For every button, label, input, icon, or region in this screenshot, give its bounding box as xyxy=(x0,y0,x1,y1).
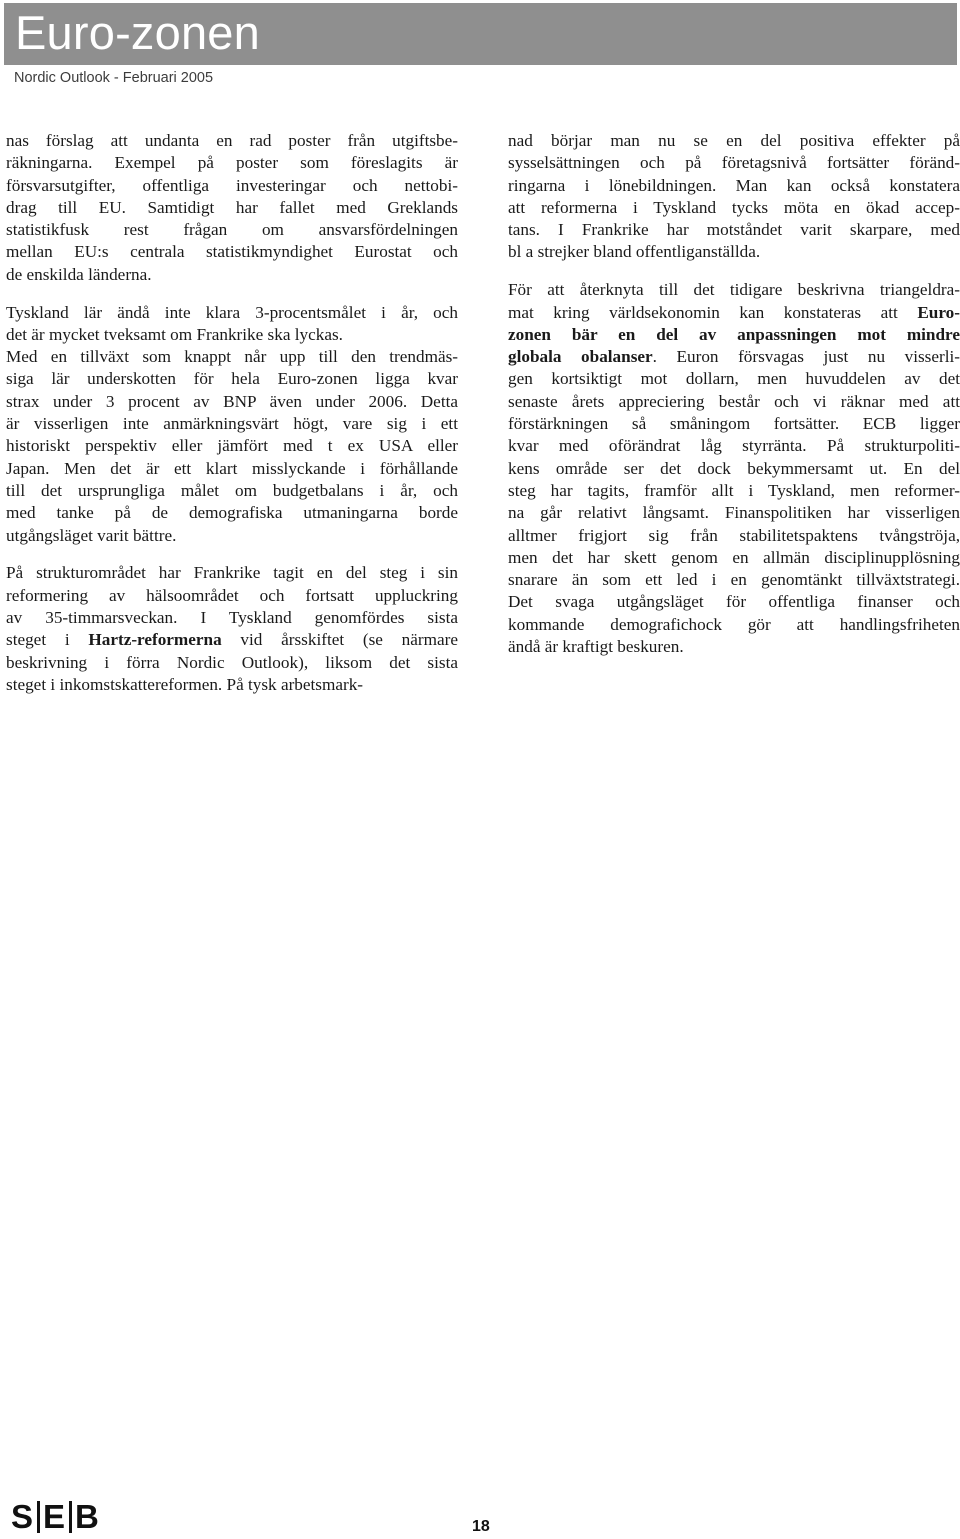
text-line xyxy=(508,324,960,346)
text-line: alltmer frigjort sig från stabilitetspaktens tvångströja, xyxy=(508,525,960,545)
logo-letter: E xyxy=(43,1498,67,1535)
text-line: drag till EU. Samtidigt har fallet med Greklands xyxy=(6,197,458,217)
text-line xyxy=(508,302,960,324)
text-line: med tanke på de demografiska utmaningarna borde xyxy=(6,503,458,523)
text-line: gen kortsiktigt mot dollarn, men huvuddelen av det xyxy=(508,369,960,389)
text-line: beskrivning i förra Nordic Outlook), liksom det sista xyxy=(6,652,458,672)
text-line: reformering av hälsoområdet och fortsatt uppluckring xyxy=(6,585,458,605)
left-column xyxy=(6,130,458,712)
text-line: nas förslag att undanta en rad poster från utgiftsbe- xyxy=(6,131,458,150)
text-line: förstärkningen så småningom fortsätter. ECB ligger xyxy=(508,414,960,434)
text-line: statistikfusk rest frågan om ansvarsfördelningen xyxy=(6,220,458,240)
text-line: bl a strejker bland offentliganställda. xyxy=(508,242,761,262)
text-line: till det ursprungliga målet om budgetbalans i år, och xyxy=(6,480,458,500)
text-fragment: . Euron försvagas just nu visserli- xyxy=(652,347,960,367)
paragraph xyxy=(508,279,960,658)
text-line: att reformerna i Tyskland tycks möta en ökad accep- xyxy=(508,197,960,217)
text-line: ändå är kraftigt beskuren. xyxy=(508,637,684,657)
text-line: nad börjar man nu se en del positiva effekter på xyxy=(508,131,960,150)
page-subtitle: Nordic Outlook - Februari 2005 xyxy=(14,70,214,86)
text-line: För att återknyta till det tidigare beskrivna triangeldra- xyxy=(508,280,960,300)
text-line: siga lär underskotten för hela Euro-zonen ligga kvar xyxy=(6,369,458,389)
text-line: utgångsläget varit bättre. xyxy=(6,525,177,545)
logo-letter: B xyxy=(75,1498,100,1535)
bold-term: Euro- xyxy=(917,302,960,322)
text-line: snarare än som ett led i en genomtänkt tillväxtstrategi. xyxy=(508,570,960,590)
text-line: sysselsättningen och på företagsnivå fortsätter föränd- xyxy=(508,153,960,173)
text-line: Det svaga utgångsläget för offentliga finanser och xyxy=(508,592,960,612)
text-line: steg har tagits, framför allt i Tyskland, men reformer- xyxy=(508,480,960,500)
logo-divider xyxy=(69,1501,72,1533)
seb-logo xyxy=(11,1500,100,1534)
paragraph xyxy=(6,562,458,696)
paragraph xyxy=(508,130,960,264)
text-line: steget i inkomstskattereformen. På tysk arbetsmark- xyxy=(6,674,364,694)
bold-term: zonen bär en del av anpassningen mot mindre xyxy=(508,324,960,344)
text-line: Tyskland lär ändå inte klara 3-procentsmålet i år, och xyxy=(6,302,458,322)
paragraph xyxy=(6,130,458,286)
text-line: mellan EU:s centrala statistikmyndighet Eurostat och xyxy=(6,242,458,262)
text-line: På strukturområdet har Frankrike tagit en del steg i sin xyxy=(6,563,458,583)
right-column xyxy=(508,130,960,674)
text-line: försvarsutgifter, offentliga investeringar och nettobi- xyxy=(6,175,458,195)
text-fragment: steget i xyxy=(6,630,89,650)
text-line: Med en tillväxt som knappt når upp till den trendmäs- xyxy=(6,347,458,367)
text-line: kens område ser det dock bekymmersamt ut. En del xyxy=(508,458,960,478)
text-line: strax under 3 procent av BNP även under 2006. Detta xyxy=(6,391,458,411)
text-line: senaste årets appreciering består och vi räknar med att xyxy=(508,391,960,411)
text-line: de enskilda länderna. xyxy=(6,264,152,284)
logo-divider xyxy=(37,1501,40,1533)
text-line: av 35-timmarsveckan. I Tyskland genomfördes sista xyxy=(6,607,458,627)
page-header xyxy=(4,3,957,65)
text-line: na går relativt långsamt. Finanspolitiken har visserligen xyxy=(508,503,960,523)
text-line: kommande demografichock gör att handlingsfriheten xyxy=(508,614,960,634)
text-line: räkningarna. Exempel på poster som föreslagits är xyxy=(6,153,458,173)
text-line: men det har skett genom en allmän disciplinupplösning xyxy=(508,547,960,567)
bold-term: Hartz-reformerna xyxy=(88,630,222,650)
seb-logo-text xyxy=(11,1498,100,1536)
text-line: tans. I Frankrike har motståndet varit skarpare, med xyxy=(508,220,960,240)
text-line: kvar med oförändrat låg styrränta. På strukturpoliti- xyxy=(508,436,960,456)
text-fragment: mat kring världsekonomin kan konstateras att xyxy=(508,302,918,322)
bold-term: globala obalanser xyxy=(508,347,653,367)
page-number: 18 xyxy=(472,1518,490,1535)
text-line xyxy=(508,346,960,368)
page-title: Euro-zonen xyxy=(15,6,260,59)
text-line: Japan. Men det är ett klart misslyckande i förhållande xyxy=(6,458,458,478)
text-line: är visserligen inte anmärkningsvärt högt, vare sig i ett xyxy=(6,414,458,434)
text-line xyxy=(6,629,458,651)
text-line: historiskt perspektiv eller jämfört med t ex USA eller xyxy=(6,436,458,456)
text-fragment: vid årsskiftet (se närmare xyxy=(221,630,458,650)
logo-letter: S xyxy=(11,1498,35,1535)
text-line: det är mycket tveksamt om Frankrike ska lyckas. xyxy=(6,324,343,344)
text-line: ringarna i lönebildningen. Man kan också konstatera xyxy=(508,175,960,195)
paragraph xyxy=(6,302,458,547)
